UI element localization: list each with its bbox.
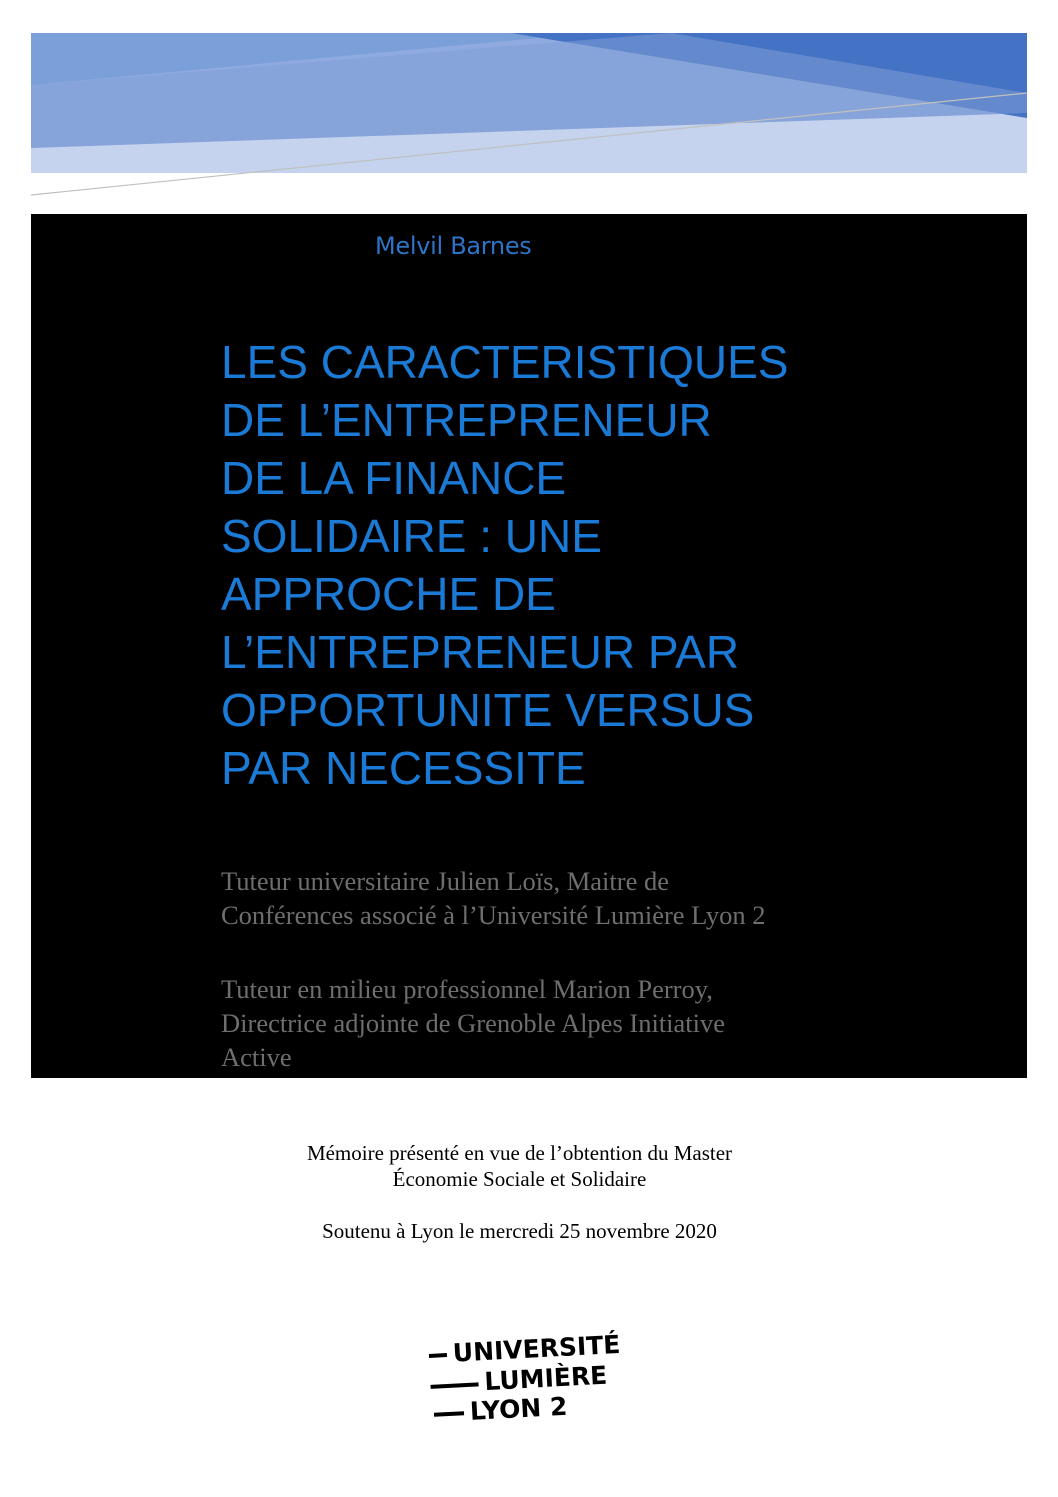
academic-tutor-line: Conférences associé à l’Université Lumière Lyon 2 bbox=[221, 900, 766, 930]
memo-program-line: Économie Sociale et Solidaire bbox=[392, 1167, 647, 1191]
header-banner bbox=[31, 33, 1027, 203]
memo-defense-line: Soutenu à Lyon le mercredi 25 novembre 2020 bbox=[322, 1219, 717, 1243]
logo-line-3: LYON 2 bbox=[469, 1391, 569, 1426]
memo-degree-line: Mémoire présenté en vue de l’obtention du Master bbox=[306, 1141, 733, 1165]
academic-tutor bbox=[221, 864, 941, 932]
professional-tutor-line: Directrice adjointe de Grenoble Alpes Initiative bbox=[221, 1008, 726, 1038]
title-line: SOLIDAIRE : UNE bbox=[221, 510, 602, 562]
author-name: Melvil Barnes bbox=[375, 232, 532, 260]
professional-tutor bbox=[221, 972, 941, 1074]
memo-spacer bbox=[210, 1192, 829, 1218]
title-line: L’ENTREPRENEUR PAR bbox=[221, 626, 740, 678]
title-line: DE LA FINANCE bbox=[221, 452, 567, 504]
memo-box bbox=[210, 1130, 829, 1314]
universite-lumiere-lyon2-logo bbox=[422, 1318, 627, 1430]
logo-dash bbox=[429, 1355, 447, 1356]
professional-tutor-line: Tuteur en milieu professionnel Marion Perroy, bbox=[221, 974, 713, 1004]
title-line: APPROCHE DE bbox=[221, 568, 556, 620]
logo-line-1: UNIVERSITÉ bbox=[452, 1329, 622, 1368]
logo-dash bbox=[431, 1384, 479, 1387]
title-line: OPPORTUNITE VERSUS bbox=[221, 684, 755, 736]
title-line: LES CARACTERISTIQUES bbox=[221, 336, 789, 388]
professional-tutor-line: Active bbox=[221, 1042, 292, 1072]
academic-tutor-line: Tuteur universitaire Julien Loïs, Maitre de bbox=[221, 866, 669, 896]
title-line: DE L’ENTREPRENEUR bbox=[221, 394, 712, 446]
thesis-title bbox=[221, 333, 961, 797]
logo-dash bbox=[434, 1413, 464, 1415]
logo-line-2: LUMIÈRE bbox=[483, 1360, 608, 1397]
title-line: PAR NECESSITE bbox=[221, 742, 586, 794]
